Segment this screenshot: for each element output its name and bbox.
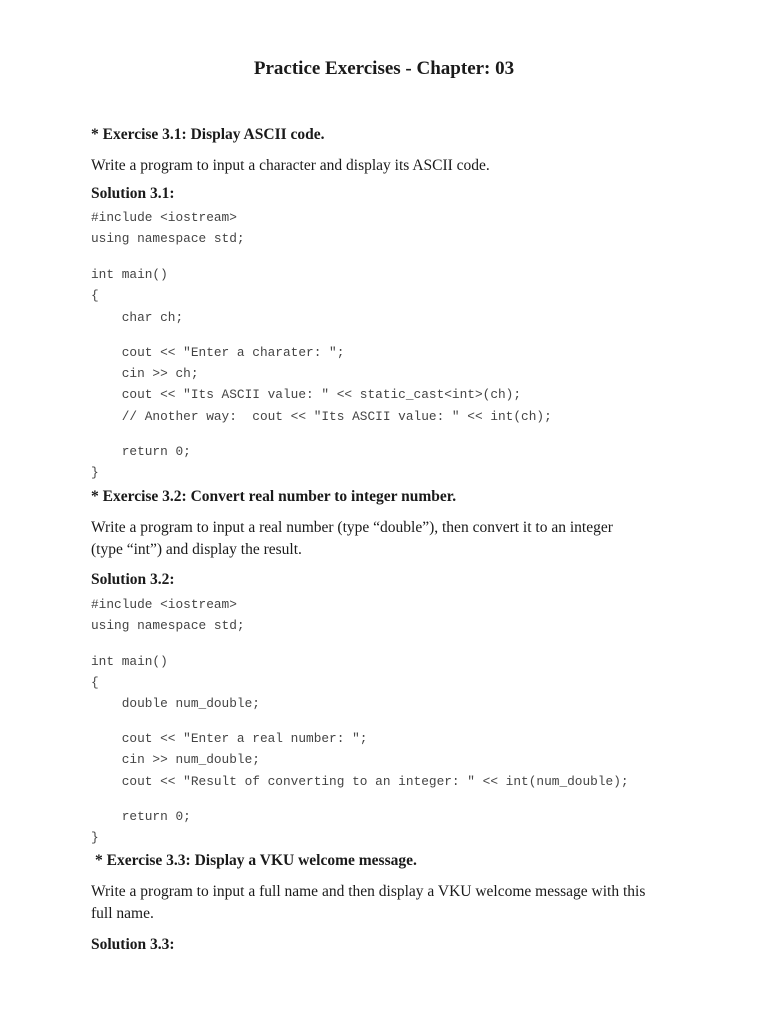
solution-3-3-label: Solution 3.3: xyxy=(91,936,175,953)
code-line: cin >> ch; xyxy=(91,366,199,381)
code-line: #include <iostream> xyxy=(91,210,237,225)
code-line: using namespace std; xyxy=(91,618,245,633)
exercise-3-3-description-line: Write a program to input a full name and then display a VKU welcome message with this xyxy=(91,883,646,900)
code-line: cout << "Its ASCII value: " << static_cast<int>(ch); xyxy=(91,387,522,402)
code-line: double num_double; xyxy=(91,696,260,711)
exercise-3-3-heading: * Exercise 3.3: Display a VKU welcome message. xyxy=(95,852,417,869)
code-line: { xyxy=(91,288,99,303)
code-line: char ch; xyxy=(91,310,184,325)
code-line: int main() xyxy=(91,267,168,282)
code-line: // Another way: cout << "Its ASCII value: " << int(ch); xyxy=(91,409,552,424)
code-line: cin >> num_double; xyxy=(91,752,260,767)
code-line: cout << "Result of converting to an integer: " << int(num_double); xyxy=(91,774,629,789)
code-line: cout << "Enter a real number: "; xyxy=(91,731,368,746)
exercise-3-2-heading: * Exercise 3.2: Convert real number to integer number. xyxy=(91,488,457,505)
exercise-3-1-heading: * Exercise 3.1: Display ASCII code. xyxy=(91,126,325,143)
code-line: } xyxy=(91,830,99,845)
code-line: #include <iostream> xyxy=(91,597,237,612)
exercise-3-3-description-line: full name. xyxy=(91,905,154,922)
code-line: using namespace std; xyxy=(91,231,245,246)
exercise-3-2-description-line: (type “int”) and display the result. xyxy=(91,541,302,558)
exercise-3-1-description: Write a program to input a character and display its ASCII code. xyxy=(91,157,490,174)
code-line: return 0; xyxy=(91,809,191,824)
code-line: int main() xyxy=(91,654,168,669)
page-title: Practice Exercises - Chapter: 03 xyxy=(253,58,515,79)
code-line: return 0; xyxy=(91,444,191,459)
solution-3-1-label: Solution 3.1: xyxy=(91,185,175,202)
solution-3-2-label: Solution 3.2: xyxy=(91,571,175,588)
exercise-3-2-description-line: Write a program to input a real number (type “double”), then convert it to an integer xyxy=(91,519,613,536)
code-line: { xyxy=(91,675,99,690)
code-line: cout << "Enter a charater: "; xyxy=(91,345,345,360)
code-line: } xyxy=(91,465,99,480)
